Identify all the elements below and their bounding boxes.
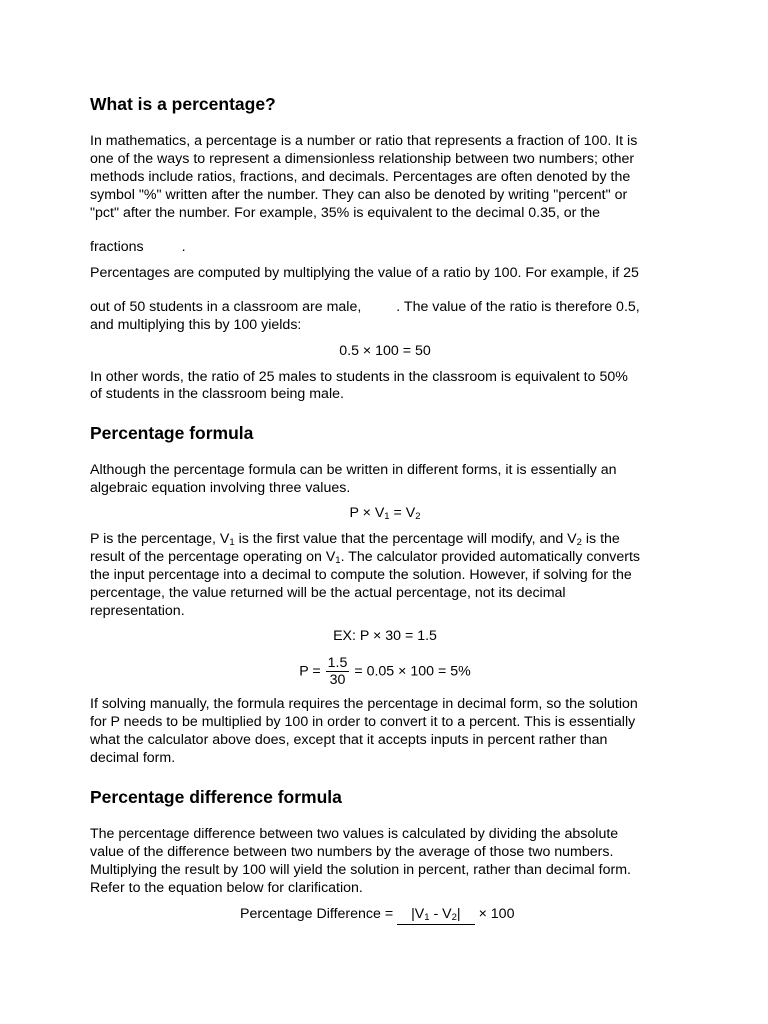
paragraph-line — [90, 299, 640, 317]
paragraph-line: what the calculator above does, except that it accepts inputs in percent rather than — [90, 732, 608, 748]
text-segment: out of 50 students in a classroom are male, — [90, 299, 362, 315]
subscript: 2 — [415, 511, 421, 522]
text-segment: . The calculator provided automatically converts — [340, 549, 640, 565]
paragraph-line: decimal form. — [90, 750, 176, 766]
text-segment: is the — [581, 531, 620, 547]
equation-tail: × 100 — [478, 906, 515, 922]
subscript: 2 — [576, 537, 582, 548]
paragraph-line: algebraic equation involving three values. — [90, 480, 351, 496]
text-segment: - V — [429, 906, 452, 922]
paragraph-line: representation. — [90, 603, 185, 619]
paragraph-line: If solving manually, the formula requires the percentage in decimal form, so the solution — [90, 696, 638, 712]
fraction-denominator: 30 — [329, 672, 346, 688]
subscript: 2 — [451, 912, 457, 923]
paragraph-line: In other words, the ratio of 25 males to students in the classroom is equivalent to 50% — [90, 369, 628, 385]
paragraph-line: symbol "%" written after the number. They can also be denoted by writing "percent" or — [90, 187, 628, 203]
paragraph-line: for P needs to be multiplied by 100 in order to convert it to a percent. This is essentially — [90, 714, 636, 730]
text-segment: result of the percentage operating on V — [90, 549, 336, 565]
percentage-difference-equation — [240, 906, 514, 925]
paragraph-line: the input percentage into a decimal to compute the solution. However, if solving for the — [90, 567, 632, 583]
paragraph-line: Percentages are computed by multiplying the value of a ratio by 100. For example, if 25 — [90, 265, 639, 281]
percentage-formula — [90, 505, 680, 523]
text-segment: is the first value that the percentage will modify, and V — [234, 531, 577, 547]
text-segment: P is the percentage, V — [90, 531, 230, 547]
paragraph-line: The percentage difference between two values is calculated by dividing the absolute — [90, 826, 619, 842]
paragraph-line — [90, 531, 620, 549]
heading-what-is-percentage: What is a percentage? — [90, 94, 276, 114]
equation-result: 0.5 × 100 = 50 — [339, 343, 431, 359]
formula-part: = V — [389, 505, 416, 521]
fractions-word: fractions — [90, 239, 144, 255]
paragraph-line: percentage, the value returned will be the actual percentage, not its decimal — [90, 585, 566, 601]
fractions-line — [90, 239, 186, 257]
paragraph-line: In mathematics, a percentage is a number or ratio that represents a fraction of 100. It is — [90, 133, 638, 149]
paragraph-line — [90, 549, 640, 567]
paragraph-line: one of the ways to represent a dimensionless relationship between two numbers; other — [90, 151, 635, 167]
paragraph-line: methods include ratios, fractions, and decimals. Percentages are often denoted by the — [90, 169, 631, 185]
paragraph-line: Multiplying the result by 100 will yield the solution in percent, rather than decimal form. — [90, 862, 631, 878]
equation-label: Percentage Difference = — [240, 906, 394, 922]
text-segment: |V — [411, 906, 425, 922]
paragraph-line: "pct" after the number. For example, 35% is equivalent to the decimal 0.35, or the — [90, 205, 601, 221]
subscript: 1 — [424, 912, 430, 923]
fraction — [326, 655, 350, 688]
subscript: 1 — [335, 555, 341, 566]
text-segment: | — [456, 906, 461, 922]
equation-part: = 0.05 × 100 = 5% — [354, 663, 471, 680]
paragraph-line: of students in the classroom being male. — [90, 386, 344, 402]
fractions-period: . — [181, 239, 186, 255]
equation-part: P = — [299, 663, 321, 680]
paragraph-line: and multiplying this by 100 yields: — [90, 317, 302, 333]
solution-equation — [90, 655, 680, 688]
subscript: 1 — [384, 511, 390, 522]
text-segment: . The value of the ratio is therefore 0.5, — [396, 299, 640, 315]
paragraph-line: Refer to the equation below for clarification. — [90, 880, 363, 896]
equation-numerator — [397, 906, 475, 925]
heading-percentage-difference: Percentage difference formula — [90, 787, 342, 807]
paragraph-line: value of the difference between two numbers by the average of those two numbers. — [90, 844, 614, 860]
example-equation: EX: P × 30 = 1.5 — [333, 628, 437, 644]
formula-part: P × V — [349, 505, 385, 521]
fraction-numerator: 1.5 — [327, 655, 348, 671]
paragraph-line: Although the percentage formula can be written in different forms, it is essentially an — [90, 462, 617, 478]
heading-percentage-formula: Percentage formula — [90, 423, 254, 443]
subscript: 1 — [229, 537, 235, 548]
